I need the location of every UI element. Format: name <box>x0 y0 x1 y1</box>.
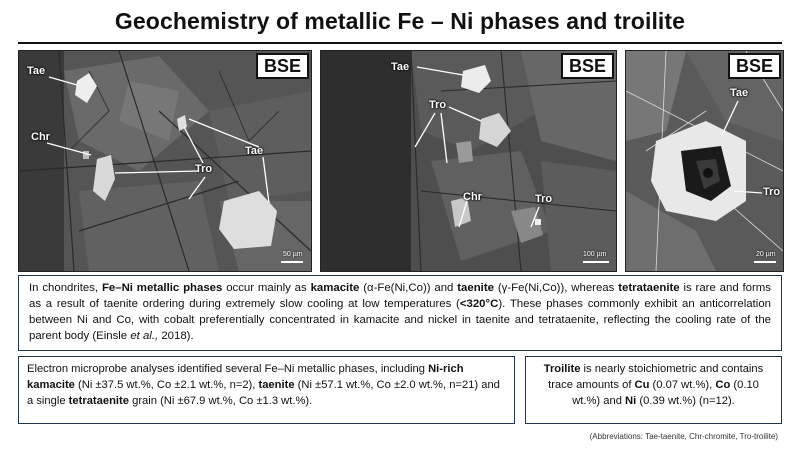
abbreviations-note: (Abbreviations: Tae-taenite, Chr-chromite, Tro-troilite) <box>589 432 778 441</box>
arrows-3 <box>626 51 783 271</box>
arrows-2 <box>321 51 616 271</box>
bse-badge-3: BSE <box>728 53 781 79</box>
scale-label-3: 20 µm <box>756 251 776 258</box>
intro-text: ). These phases commonly exhibit an anticorrelation between Ni and Co, with cobalt preferentially concentrated in kamacite and nickel in taenite and tetrataenite, reflecting the cooling rate of the parent body (Einsle <box>29 298 771 342</box>
scale-label-1: 50 µm <box>283 251 303 258</box>
page-title: Geochemistry of metallic Fe – Ni phases and troilite <box>114 8 686 34</box>
label-chr-2: Chr <box>463 191 482 203</box>
troilite-bold: Troilite <box>543 363 581 375</box>
microprobe-bold: tetrataenite <box>68 395 129 407</box>
scale-label-2: 100 µm <box>583 251 607 258</box>
intro-text: (γ-Fe(Ni,Co)), whereas <box>493 282 619 294</box>
troilite-textbox <box>525 356 782 424</box>
label-chr-1: Chr <box>31 131 50 143</box>
intro-bold: kamacite <box>310 282 360 294</box>
troilite-text: (0.39 wt.%) (n=12). <box>636 395 735 407</box>
intro-bold: <320°C <box>459 298 499 310</box>
troilite-bold: Cu <box>634 379 650 391</box>
label-tae-2: Tae <box>391 61 410 73</box>
label-tae-1a: Tae <box>27 65 46 77</box>
label-tae-3: Tae <box>730 87 749 99</box>
troilite-paragraph <box>534 361 773 409</box>
bse-image-1 <box>18 50 312 272</box>
troilite-text: (0.07 wt.%), <box>649 379 716 391</box>
intro-bold: taenite <box>457 282 494 294</box>
microprobe-textbox <box>18 356 515 424</box>
troilite-text: (0.10 wt.%) and <box>572 379 759 407</box>
microprobe-bold: Ni-rich kamacite <box>27 363 464 391</box>
scale-bar-3 <box>754 261 776 263</box>
troilite-bold: Ni <box>625 395 637 407</box>
label-tro-2a: Tro <box>429 99 447 111</box>
microprobe-text: grain (Ni ±67.9 wt.%, Co ±1.3 wt.%). <box>128 395 313 407</box>
bse-image-2 <box>320 50 617 272</box>
label-tro-1: Tro <box>195 163 213 175</box>
intro-text: (α-Fe(Ni,Co)) and <box>359 282 458 294</box>
label-tro-3: Tro <box>763 186 781 198</box>
microprobe-bold: taenite <box>258 379 295 391</box>
troilite-text: is nearly stoichiometric and contains trace amounts of <box>548 363 764 391</box>
title-divider <box>18 42 782 44</box>
microprobe-paragraph <box>27 361 506 409</box>
troilite-bold: Co <box>715 379 731 391</box>
scale-bar-2 <box>583 261 609 263</box>
label-tae-1b: Tae <box>245 145 264 157</box>
intro-bold: tetrataenite <box>618 282 680 294</box>
intro-text: occur mainly as <box>222 282 311 294</box>
microprobe-text: Electron microprobe analyses identified several Fe–Ni metallic phases, including <box>27 363 429 375</box>
intro-text: 2018). <box>158 330 194 342</box>
label-tro-2b: Tro <box>535 193 553 205</box>
intro-paragraph <box>29 280 771 344</box>
bse-badge-1: BSE <box>256 53 309 79</box>
microprobe-text: (Ni ±37.5 wt.%, Co ±2.1 wt.%, n=2), <box>74 379 259 391</box>
intro-italic: et al., <box>130 330 159 342</box>
bse-image-3 <box>625 50 784 272</box>
arrows-1 <box>19 51 311 271</box>
intro-text: In chondrites, <box>29 282 102 294</box>
bse-badge-2: BSE <box>561 53 614 79</box>
intro-text: is rare and forms as a result of taenite ordering during extremely slow cooling at low temperatures ( <box>29 282 771 310</box>
microprobe-text: (Ni ±57.1 wt.%, Co ±2.0 wt.%, n=21) and a single <box>27 379 500 407</box>
intro-textbox <box>18 275 782 351</box>
scale-bar-1 <box>281 261 303 263</box>
intro-bold: Fe–Ni metallic phases <box>101 282 223 294</box>
